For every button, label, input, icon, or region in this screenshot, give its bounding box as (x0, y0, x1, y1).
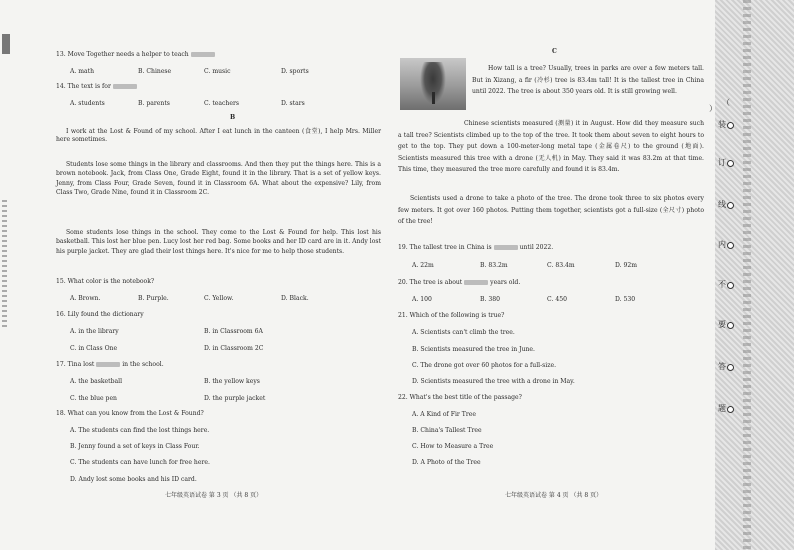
option[interactable]: A. 22m (412, 262, 434, 269)
option[interactable]: D. in Classroom 2C (204, 345, 264, 352)
q22-stem: 22. What's the best title of the passage? (398, 394, 522, 401)
fir-tree-photo (400, 58, 466, 110)
option[interactable]: A. Brown. (70, 295, 101, 302)
q20-stem: 20. The tree is about years old. (398, 279, 521, 286)
option[interactable]: B. parents (138, 100, 170, 107)
option[interactable]: A. 100 (412, 296, 432, 303)
passage-b-paragraph: I work at the Lost & Found of my school. After I eat lunch in the canteen (食堂), I help Mrs. Miller here sometimes. (56, 128, 381, 143)
q13-options (70, 68, 309, 76)
seal-char: 不 (718, 280, 734, 290)
q13-stem: 13. Move Together needs a helper to teach (56, 51, 215, 59)
q17-options (70, 378, 260, 386)
option[interactable]: C. in Class One (70, 345, 118, 352)
q15-options (70, 295, 309, 303)
option[interactable]: C. Yellow. (204, 295, 234, 302)
q17-stem: 17. Tina lost in the school. (56, 361, 164, 368)
option[interactable]: C. How to Measure a Tree (412, 443, 494, 450)
seal-char: 答 (718, 362, 734, 372)
q16-options (70, 345, 263, 353)
binding-margin (715, 0, 794, 550)
option[interactable]: D. stars (281, 100, 305, 107)
option[interactable]: A. A Kind of Fir Tree (412, 411, 476, 418)
option[interactable]: C. music (204, 68, 231, 75)
q16-options (70, 328, 263, 336)
seal-char: 线 (718, 200, 734, 210)
option[interactable]: A. in the library (70, 328, 119, 335)
seal-char: 装 (718, 120, 734, 130)
seal-char: 订 (718, 158, 734, 168)
passage-c-paragraph: Chinese scientists measured (测量) it in August. How did they measure such a tall tree? Scientists climbed up to the top of the tree. It took them about seven to eight hours to get to the top. They put down a 100-meter-long metal tape (金属卷尺) to the ground (地面). Scientists measured this tree with a drone (无人机) in May. They said it was 83.2m at that time. This time, they measured the tree more carefully and found it is 83.4m. (398, 120, 704, 174)
option[interactable]: B. in Classroom 6A (204, 328, 263, 335)
q16-stem: 16. Lily found the dictionary (56, 311, 144, 318)
q20-options (412, 296, 635, 304)
seal-char: （ (722, 98, 730, 107)
q19-options (412, 262, 637, 270)
q18-stem: 18. What can you know from the Lost & Found? (56, 410, 204, 417)
option[interactable]: C. 450 (547, 296, 567, 303)
page-footer: 七年级英语试卷 第 3 页 （共 8 页） (165, 492, 263, 499)
option[interactable]: B. Purple. (138, 295, 169, 302)
section-b-heading: B (230, 114, 236, 121)
option[interactable]: B. the yellow keys (204, 378, 260, 385)
option[interactable]: A. students (70, 100, 105, 107)
passage-c-paragraph: How tall is a tree? Usually, trees in parks are over a few meters tall. But in Xizang, a fir (冷杉) tree is 83.4m tall! It is the tallest tree in China until 2022. The tree is about 350 years old. It is still growing well. (472, 65, 704, 96)
q14-stem: 14. The text is for (56, 83, 137, 91)
option[interactable]: B. Jenny found a set of keys in Class Four. (70, 443, 200, 450)
seal-char: 要 (718, 320, 734, 330)
option[interactable]: C. The students can have lunch for free here. (70, 459, 210, 466)
option[interactable]: B. Scientists measured the tree in June. (412, 346, 535, 353)
seal-char: ） (709, 104, 717, 113)
option[interactable]: D. Black. (281, 295, 309, 302)
section-c-heading: C (552, 48, 557, 55)
option[interactable]: D. A Photo of the Tree (412, 459, 481, 466)
option[interactable]: D. Andy lost some books and his ID card. (70, 476, 197, 483)
option[interactable]: D. the purple jacket (204, 395, 266, 402)
passage-b-paragraph: Some students lose things in the school. They come to the Lost & Found for help. This lost his basketball. This lost her blue pen. Lucy lost her red bag. Some books and her ID card are in it. Andy lost his purple jacket. They are glad their lost things here. It's nice for me to help those students. (56, 229, 381, 255)
page-footer: 七年级英语试卷 第 4 页 （共 8 页） (505, 492, 603, 499)
q17-options (70, 395, 265, 403)
option[interactable]: B. Chinese (138, 68, 172, 75)
option[interactable]: A. Scientists can't climb the tree. (412, 329, 515, 336)
option[interactable]: A. the basketball (70, 378, 123, 385)
option[interactable]: B. 380 (480, 296, 500, 303)
passage-b-paragraph: Students lose some things in the library and classrooms. And then they put the things here. This is a brown notebook. Jack, from Class One, Grade Eight, found it in the library. That is a set of yellow keys. Jenny, from Class Four, Grade Seven, found it in Classroom 6A. What about the expensive? Lily, from Class Two, Grade Nine, found it in Classroom 2C. (56, 161, 381, 197)
seal-char: 题 (718, 404, 734, 414)
option[interactable]: C. teachers (204, 100, 239, 107)
option[interactable]: A. math (70, 68, 95, 75)
option[interactable]: B. 83.2m (480, 262, 508, 269)
option[interactable]: D. 92m (615, 262, 638, 269)
q21-stem: 21. Which of the following is true? (398, 312, 505, 319)
option[interactable]: D. sports (281, 68, 309, 75)
left-page (0, 0, 395, 550)
option[interactable]: C. 83.4m (547, 262, 575, 269)
option[interactable]: D. 530 (615, 296, 636, 303)
q14-options (70, 100, 305, 108)
option[interactable]: D. Scientists measured the tree with a drone in May. (412, 378, 575, 385)
q15-stem: 15. What color is the notebook? (56, 278, 155, 285)
passage-c-paragraph: Scientists used a drone to take a photo of the tree. The drone took three to six photos every few meters. It got over 160 photos. Putting them together, scientists got a full-size (全尺寸) photo of the tree! (398, 195, 704, 226)
q19-stem: 19. The tallest tree in China is until 2022. (398, 244, 554, 251)
option[interactable]: C. the blue pen (70, 395, 117, 402)
option[interactable]: B. China's Tallest Tree (412, 427, 482, 434)
option[interactable]: C. The drone got over 60 photos for a full-size. (412, 362, 557, 369)
option[interactable]: A. The students can find the lost things here. (70, 427, 210, 434)
seal-char: 内 (718, 240, 734, 250)
